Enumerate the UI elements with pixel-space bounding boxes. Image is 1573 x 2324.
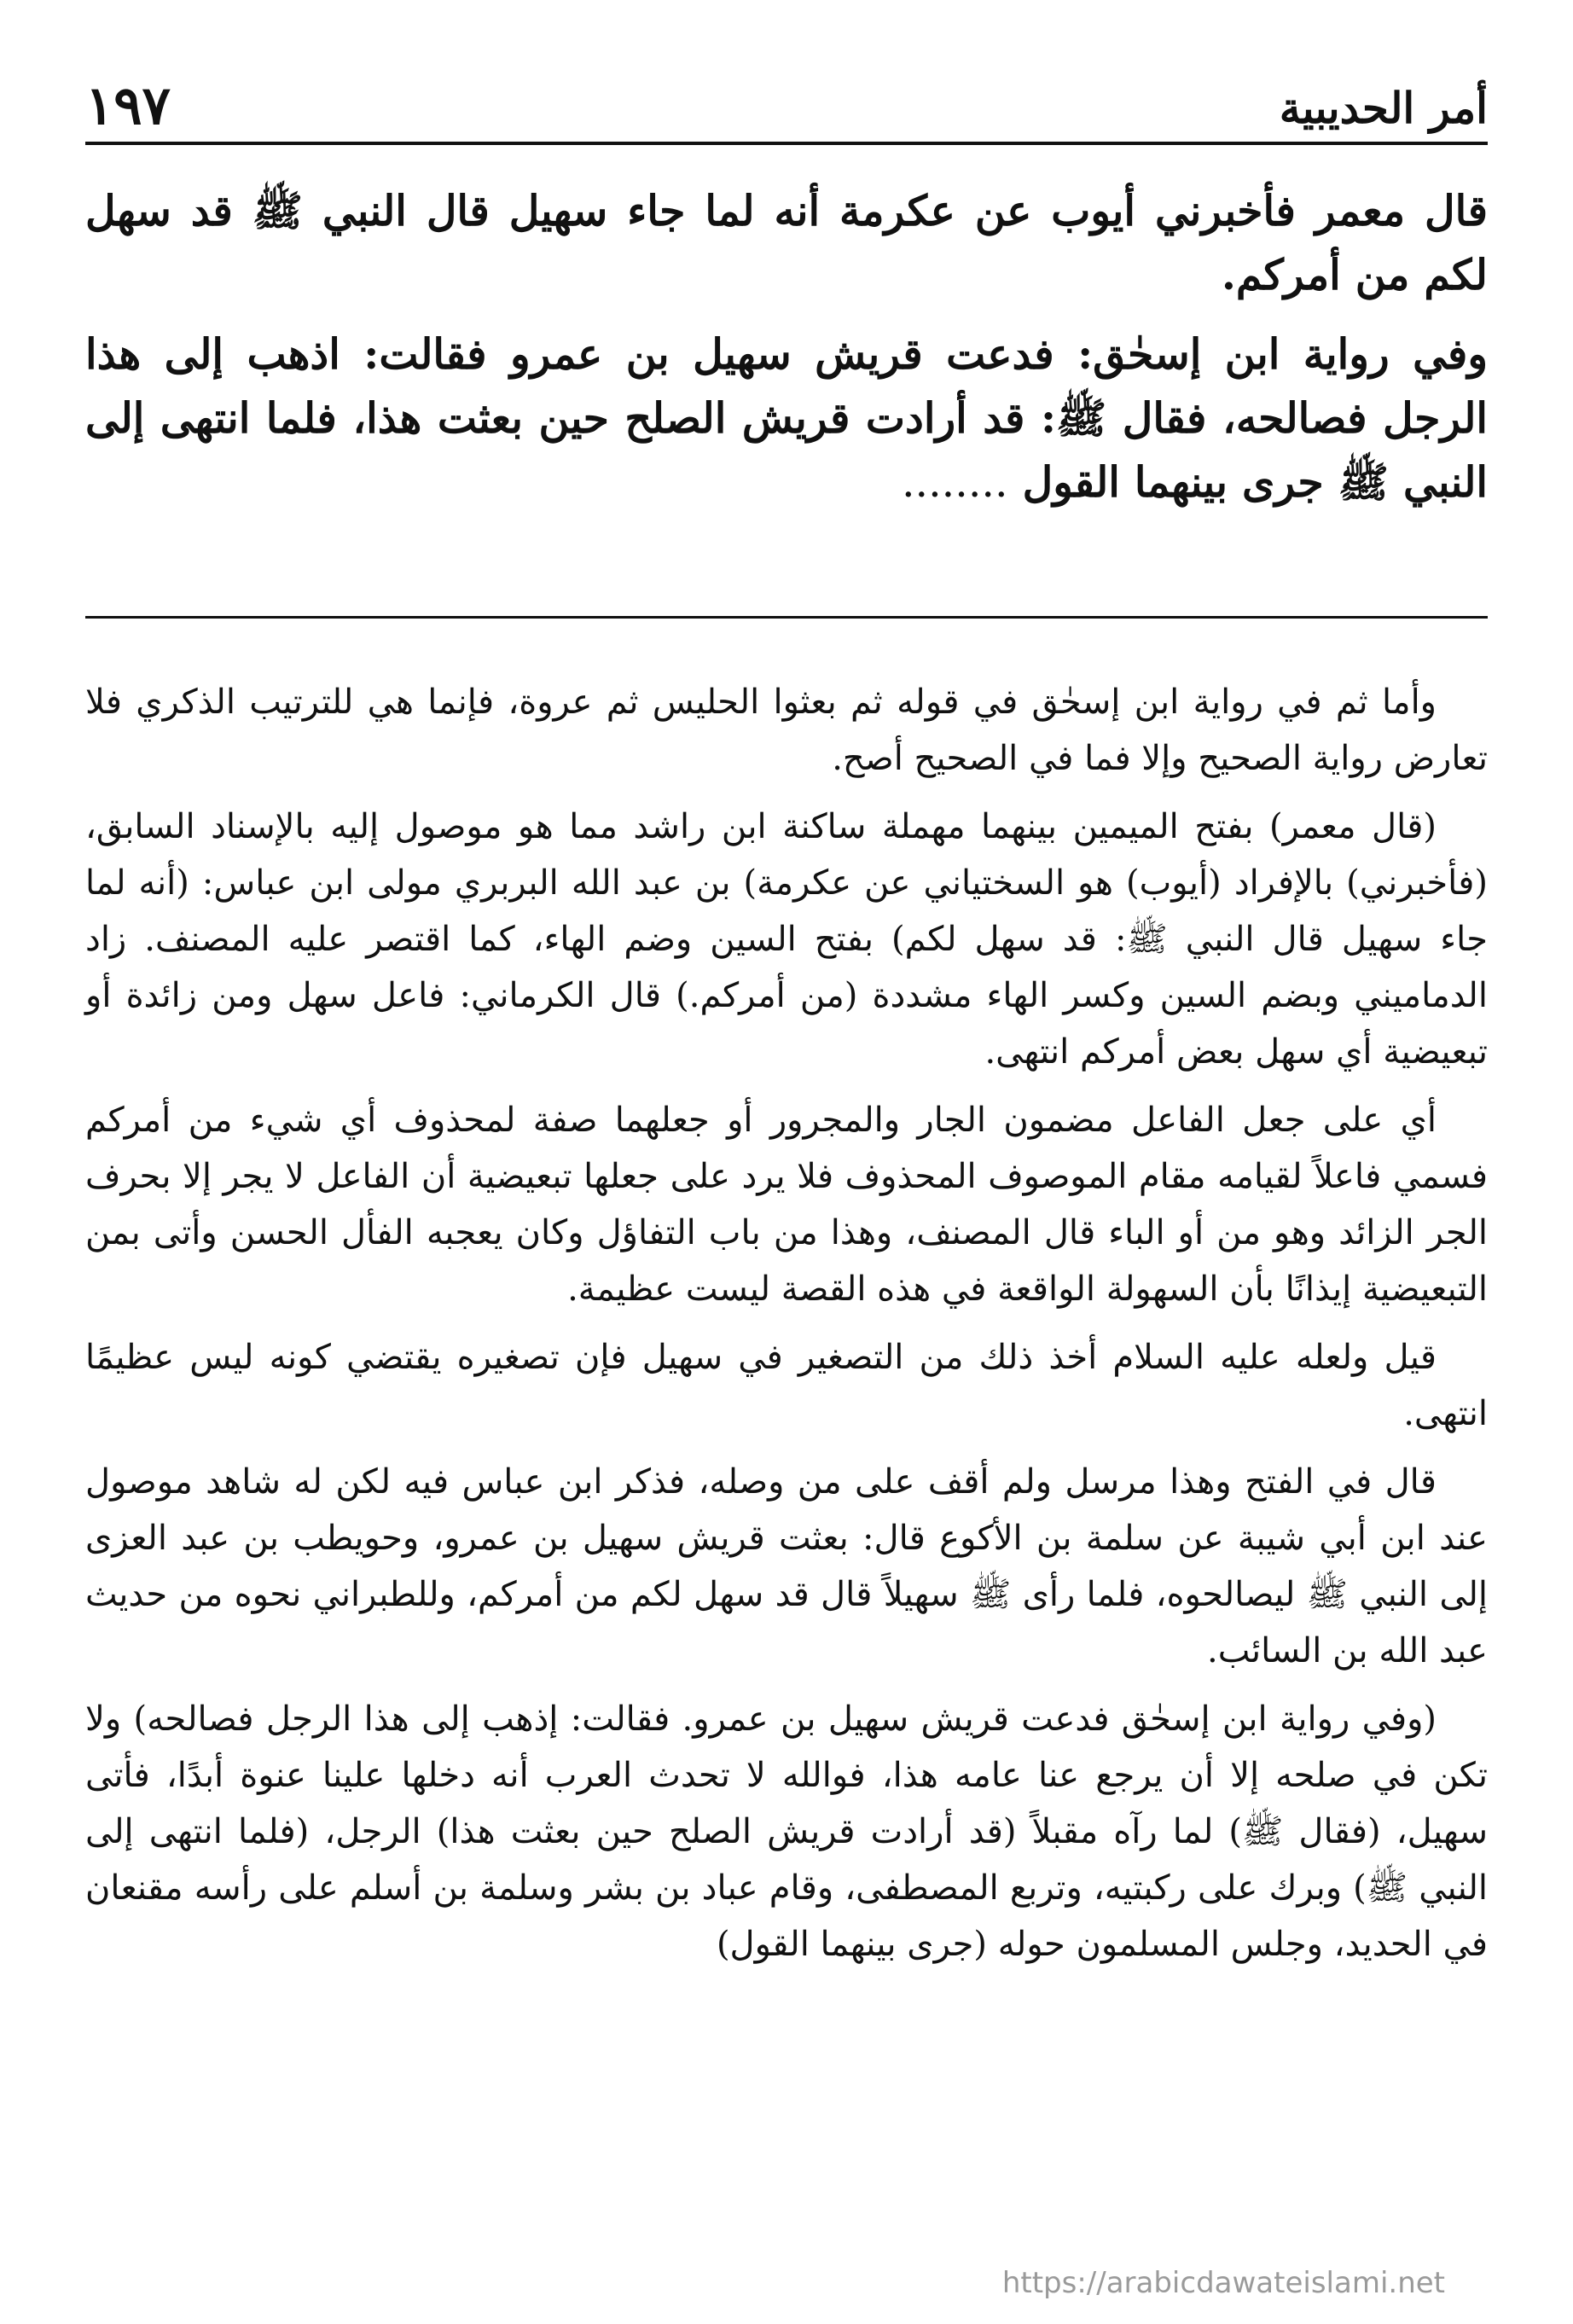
hadith-paragraph-2-text: وفي رواية ابن إسحٰق: فدعت قريش سهيل بن عمرو فقالت: اذهب إلى هذا الرجل فصالحه، فقال ﷺ: قد أرادت قريش الصلح حين بعثت هذا، فلما انتهى إلى النبي ﷺ جرى بينهما القول: [85, 329, 1488, 507]
ellipsis-dots: ........: [901, 458, 1008, 507]
page-header: [85, 60, 1488, 145]
commentary-text: [85, 674, 1488, 1984]
commentary-paragraph-2: (قال معمر) بفتح الميمين بينهما مهملة ساكنة ابن راشد مما هو موصول إليه بالإسناد السابق، (فأخبرني) بالإفراد (أيوب) هو السختياني عن عكرمة) بن عبد الله البربري مولى ابن عباس: (أنه لما جاء سهيل قال النبي ﷺ: قد سهل لكم) بفتح السين وضم الهاء، كما اقتصر عليه المصنف. زاد الدماميني وبضم السين وكسر الهاء مشددة (من أمركم.) قال الكرماني: فاعل سهل ومن زائدة أو تبعيضية أي سهل بعض أمركم انتهى.: [85, 807, 1488, 1072]
page-number: ١٩٧: [85, 74, 171, 137]
section-divider: [85, 616, 1488, 619]
commentary-paragraph-6: (وفي رواية ابن إسحٰق فدعت قريش سهيل بن عمرو. فقالت: إذهب إلى هذا الرجل فصالحه) ولا تكن في صلحه إلا أن يرجع عنا عامه هذا، فوالله لا تحدث العرب أنه دخلها علينا عنوة أبدًا، فأتى سهيل، (فقال ﷺ) لما رآه مقبلاً (قد أرادت قريش الصلح حين بعثت هذا) الرجل، (فلما انتهى إلى النبي ﷺ) وبرك على ركبتيه، وتربع المصطفى، وقام عباد بن بشر وسلمة بن أسلم على رأسه مقنعان في الحديد، وجلس المسلمون حوله (جرى بينهما القول): [85, 1699, 1488, 1964]
watermark-url: https://arabicdawateislami.net: [1001, 2266, 1445, 2300]
hadith-paragraph-2: [85, 322, 1488, 514]
commentary-paragraph-4: قيل ولعله عليه السلام أخذ ذلك من التصغير في سهيل فإن تصغيره يقتضي كونه ليس عظيمًا انتهى.: [85, 1338, 1488, 1433]
hadith-text: [85, 179, 1488, 530]
hadith-paragraph-1: قال معمر فأخبرني أيوب عن عكرمة أنه لما جاء سهيل قال النبي ﷺ قد سهل لكم من أمركم.: [85, 186, 1488, 299]
commentary-paragraph-1: وأما ثم في رواية ابن إسحٰق في قوله ثم بعثوا الحليس ثم عروة، فإنما هي للترتيب الذكري فلا تعارض رواية الصحيح وإلا فما في الصحيح أصح.: [85, 683, 1488, 778]
commentary-paragraph-3: أي على جعل الفاعل مضمون الجار والمجرور أو جعلهما صفة لمحذوف أي شيء من أمركم فسمي فاعلاً لقيامه مقام الموصوف المحذوف فلا يرد على جعلها تبعيضية أن الفاعل لا يجر إلا بحرف الجر الزائد وهو من أو الباء قال المصنف، وهذا من باب التفاؤل وكان يعجبه الفأل الحسن وأتى بمن التبعيضية إيذانًا بأن السهولة الواقعة في هذه القصة ليست عظيمة.: [85, 1101, 1489, 1309]
running-title: أمر الحديبية: [1279, 83, 1488, 133]
commentary-paragraph-5: قال في الفتح وهذا مرسل ولم أقف على من وصله، فذكر ابن عباس فيه لكن له شاهد موصول عند ابن أبي شيبة عن سلمة بن الأكوع قال: بعثت قريش سهيل بن عمرو، وحويطب بن عبد العزى إلى النبي ﷺ ليصالحوه، فلما رأى ﷺ سهيلاً قال قد سهل لكم من أمركم، وللطبراني نحوه من حديث عبد الله بن السائب.: [85, 1462, 1488, 1670]
